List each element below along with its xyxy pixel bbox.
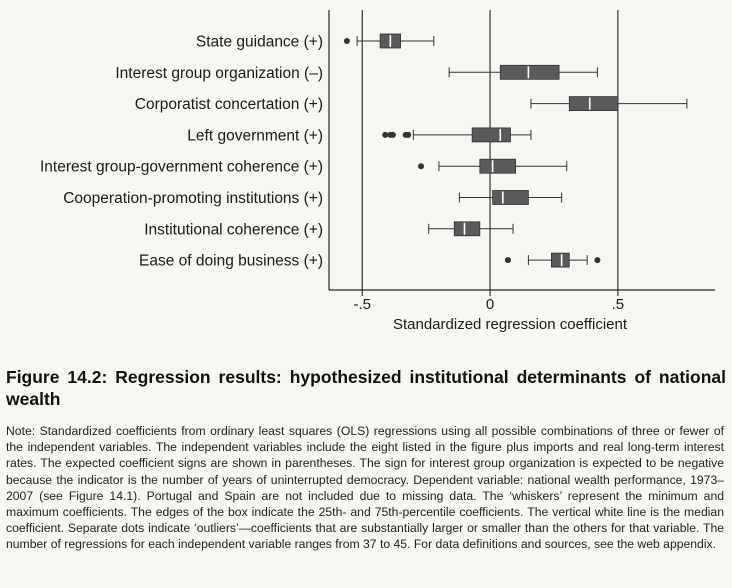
outlier-7-0	[505, 257, 511, 263]
category-label-7: Ease of doing business (+)	[139, 252, 323, 270]
box-series	[344, 34, 687, 267]
box-row-2	[531, 97, 687, 111]
figure-note: Note: Standardized coefficients from ordinary least squares (OLS) regressions using all possible combinations of three or fewer of the independent variables. The independent variables include the eight listed in the figure plus imports and real long-term interest rates. The expected coefficient signs are shown in parentheses. The sign for interest group organization is expected to be negative because the indicator is the number of years of uninterrupted democracy. Dependent variable: national wealth performance, 1973–2007 (see Figure 14.1). Portugal and Spain are not included due to missing data. The ‘whiskers’ represent the minimum and maximum coefficients. The edges of the box indicate the 25th- and 75th-percentile coefficients. The vertical white line is the median coefficient. Separate dots indicate ‘outliers’—coefficients that are substantially larger or smaller than the others for that variable. The number of regressions for each independent variable ranges from 37 to 45. For data definitions and sources, see the web appendix.	[6, 424, 724, 552]
outlier-7-1	[594, 257, 600, 263]
reference-lines	[362, 10, 618, 290]
box-row-6	[429, 222, 513, 236]
box-4	[480, 159, 516, 173]
category-label-6: Institutional coherence (+)	[144, 221, 323, 239]
x-axis-label: Standardized regression coefficient	[392, 316, 628, 333]
category-label-0: State guidance (+)	[195, 33, 323, 51]
x-tick-label-1: 0	[485, 296, 495, 313]
plot-frame	[329, 10, 715, 290]
box-row-5	[459, 191, 561, 205]
category-label-1: Interest group organization (–)	[115, 64, 323, 82]
category-label-4: Interest group-government coherence (+)	[39, 158, 323, 176]
box-row-7	[505, 253, 600, 267]
box-row-4	[418, 159, 567, 173]
x-tick-label-2: .5	[611, 296, 625, 313]
box-row-0	[344, 34, 434, 48]
box-3	[472, 128, 510, 142]
box-1	[500, 65, 559, 79]
outlier-3-4	[405, 132, 411, 138]
category-label-2: Corporatist concertation (+)	[134, 96, 323, 114]
category-label-5: Cooperation-promoting institutions (+)	[63, 190, 323, 207]
box-row-3	[382, 128, 531, 142]
box-6	[454, 222, 480, 236]
outlier-0-0	[344, 38, 350, 44]
box-row-1	[449, 65, 597, 79]
box-5	[493, 191, 529, 205]
x-axis-ticks	[353, 290, 624, 313]
x-tick-label-0: -.5	[353, 296, 371, 313]
figure-title: Figure 14.2: Regression results: hypothesized institutional determinants of national wealth	[6, 367, 726, 409]
category-label-3: Left government (+)	[187, 127, 323, 145]
box-7	[551, 253, 569, 267]
box-2	[569, 97, 618, 111]
outlier-3-2	[390, 132, 396, 138]
category-labels	[40, 34, 323, 270]
outlier-4-0	[418, 163, 424, 169]
outlier-3-0	[382, 132, 388, 138]
